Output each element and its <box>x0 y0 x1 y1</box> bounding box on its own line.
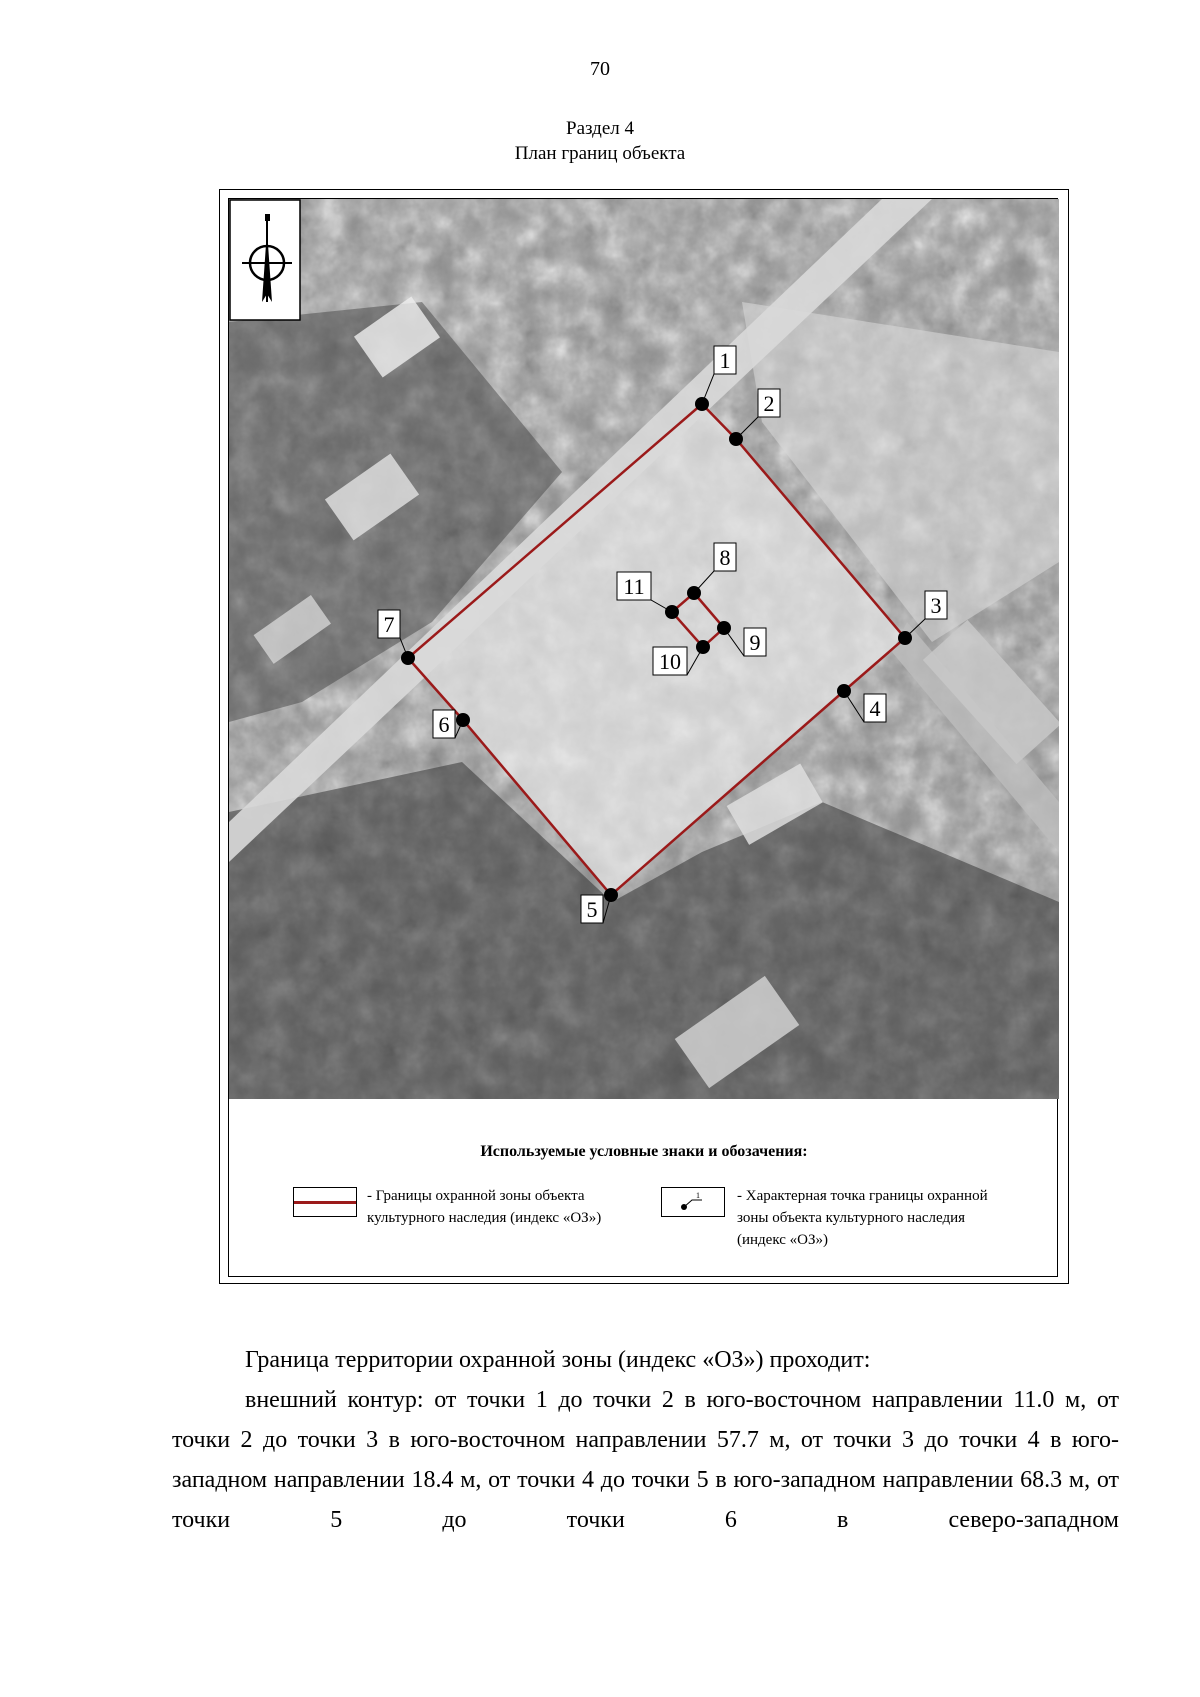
map-frame <box>219 189 1069 1284</box>
section-title: План границ объекта <box>514 143 686 164</box>
point-label: 9 <box>749 630 761 655</box>
section-label: Раздел 4 <box>566 118 634 139</box>
boundary-line-symbol <box>293 1187 357 1217</box>
paragraph-outer-contour: внешний контур: от точки 1 до точки 2 в юго-восточном направлении 11.0 м, от точки 2 до точки 3 в юго-восточном направлении 57.7 м, от точки 3 до точки 4 в юго-западном направлении 18.4 м, от точки 4 до точки 5 в юго-западном направлении 68.3 м, от точки 5 до точки 6 в северо-западном <box>172 1387 1119 1533</box>
north-arrow-icon <box>230 200 300 320</box>
point-sample-icon <box>662 1188 724 1216</box>
legend <box>229 1099 1059 1278</box>
point-label: 5 <box>586 897 598 922</box>
point-label: 8 <box>719 545 731 570</box>
page-number: 70 <box>590 58 610 80</box>
point-label: 7 <box>383 612 395 637</box>
point-label: 1 <box>719 348 731 373</box>
point-label: 3 <box>930 593 942 618</box>
legend-title: Используемые условные знаки и обозачения: <box>480 1143 808 1160</box>
point-label: 6 <box>438 712 450 737</box>
point-label: 2 <box>763 391 775 416</box>
satellite-map <box>229 199 1059 1099</box>
legend-boundary-text: - Границы охранной зоны объекта культурного наследия (индекс «ОЗ») <box>367 1188 602 1226</box>
section-heading <box>0 116 1200 166</box>
point-label: 4 <box>869 696 881 721</box>
point-label: 11 <box>623 574 645 599</box>
point-sample-label: 1 <box>696 1191 700 1200</box>
legend-point-text: - Характерная точка границы охранной зоны объекта культурного наследия (индекс «ОЗ») <box>737 1188 988 1248</box>
paragraph-intro: Граница территории охранной зоны (индекс «ОЗ») проходит: <box>245 1347 871 1373</box>
map-panel <box>228 198 1058 1277</box>
point-label: 10 <box>659 649 681 674</box>
body-text <box>172 1340 1119 1540</box>
boundary-point-symbol <box>661 1187 725 1217</box>
